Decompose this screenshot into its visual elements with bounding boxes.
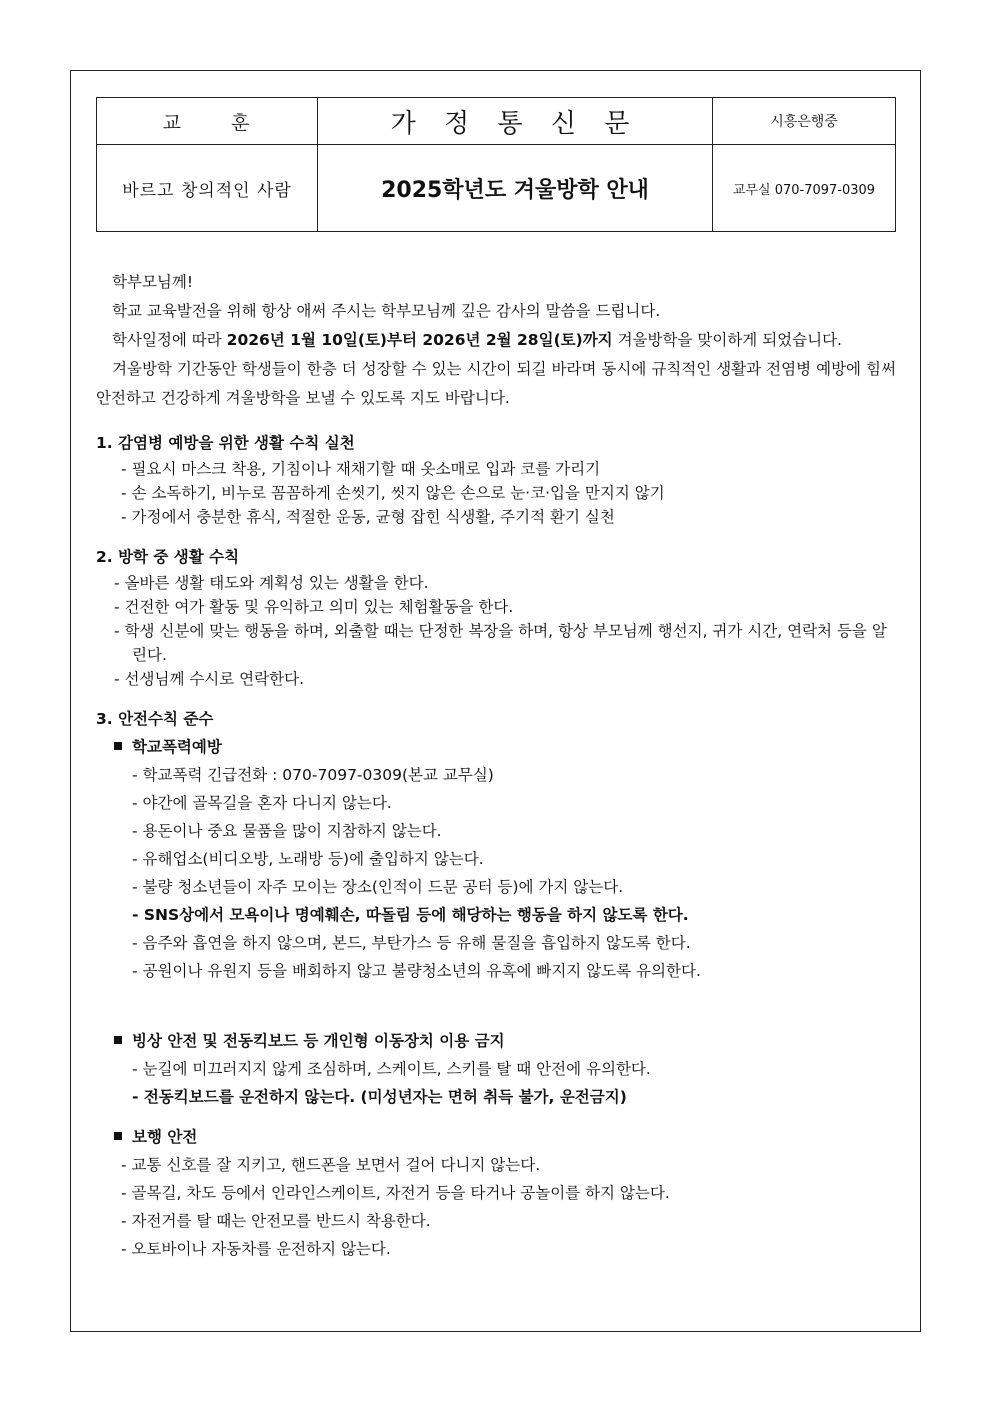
- bullet-square-icon: [114, 1036, 122, 1044]
- list-item: - 야간에 골목길을 혼자 다니지 않는다.: [132, 794, 392, 812]
- greeting: 학부모님께!: [112, 273, 194, 291]
- school-motto: 바르고 창의적인 사람: [97, 145, 318, 232]
- list-item: - 전동킥보드를 운전하지 않는다. (미성년자는 면허 취득 불가, 운전금지): [132, 1088, 627, 1106]
- list-item: - 교통 신호를 잘 지키고, 핸드폰을 보면서 걸어 다니지 않는다.: [121, 1156, 541, 1174]
- list-item: - 음주와 흡연을 하지 않으며, 본드, 부탄가스 등 유해 물질을 흡입하지 않도록 한다.: [132, 934, 691, 952]
- list-item: - 오토바이나 자동차를 운전하지 않는다.: [121, 1240, 391, 1258]
- section-3-title: 3. 안전수칙 준수: [96, 710, 214, 728]
- list-item: - SNS상에서 모욕이나 명예훼손, 따돌림 등에 해당하는 행동을 하지 않도록 한다.: [132, 906, 689, 924]
- subsection-ice-title: 빙상 안전 및 전동킥보드 등 개인형 이동장치 이용 금지: [96, 1027, 896, 1055]
- subsection-walk-title: 보행 안전: [96, 1123, 896, 1151]
- list-item: - 불량 청소년들이 자주 모이는 장소(인적이 드문 공터 등)에 가지 않는다.: [132, 878, 624, 896]
- section-2-title: 2. 방학 중 생활 수칙: [96, 548, 240, 566]
- intro-paragraph-3: 겨울방학 기간동안 학생들이 한층 더 성장할 수 있는 시간이 되길 바라며 동시에 규칙적인 생활과 전염병 예방에 힘써 안전하고 건강하게 겨울방학을 보낼 수 있도록 지도 바랍니다.: [96, 360, 896, 407]
- vacation-period: 2026년 1월 10일(토)부터 2026년 2월 28일(토)까지: [226, 331, 613, 349]
- bullet-square-icon: [114, 1132, 122, 1140]
- list-item: - 손 소독하기, 비누로 꼼꼼하게 손씻기, 씻지 않은 손으로 눈·코·입을 만지지 않기: [121, 484, 665, 502]
- document-body: [96, 268, 896, 1263]
- list-item: - 용돈이나 중요 물품을 많이 지참하지 않는다.: [132, 822, 442, 840]
- motto-label: 교 훈: [97, 98, 318, 145]
- intro-paragraph-2: 학사일정에 따라 2026년 1월 10일(토)부터 2026년 2월 28일(토)까지 겨울방학을 맞이하게 되었습니다.: [112, 331, 842, 349]
- list-item: - 올바른 생활 태도와 계획성 있는 생활을 한다.: [114, 574, 429, 592]
- subsection-violence-title: 학교폭력예방: [96, 733, 896, 761]
- intro-paragraph-1: 학교 교육발전을 위해 항상 애써 주시는 학부모님께 깊은 감사의 말씀을 드립니다.: [112, 302, 661, 320]
- list-item: - 공원이나 유원지 등을 배회하지 않고 불량청소년의 유혹에 빠지지 않도록 유의한다.: [132, 962, 701, 980]
- section-1-title: 1. 감염병 예방을 위한 생활 수칙 실천: [96, 434, 355, 452]
- doc-type-title: 가 정 통 신 문: [318, 98, 713, 145]
- list-item: - 눈길에 미끄러지지 않게 조심하며, 스케이트, 스키를 탈 때 안전에 유의한다.: [132, 1060, 651, 1078]
- list-item: - 학생 신분에 맞는 행동을 하며, 외출할 때는 단정한 복장을 하며, 항상 부모님께 행선지, 귀가 시간, 연락처 등을 알린다.: [114, 622, 887, 664]
- list-item: - 건전한 여가 활동 및 유익하고 의미 있는 체험활동을 한다.: [114, 598, 514, 616]
- list-item: - 가정에서 충분한 휴식, 적절한 운동, 균형 잡힌 식생활, 주기적 환기 실천: [121, 508, 615, 526]
- page-title: 2025학년도 겨울방학 안내: [318, 145, 713, 232]
- bullet-square-icon: [114, 742, 122, 750]
- header-table: [96, 97, 896, 232]
- list-item: - 골목길, 차도 등에서 인라인스케이트, 자전거 등을 타거나 공놀이를 하지 않는다.: [121, 1184, 670, 1202]
- list-item: - 학교폭력 긴급전화 : 070-7097-0309(본교 교무실): [132, 766, 494, 784]
- list-item: - 선생님께 수시로 연락한다.: [114, 670, 305, 688]
- list-item: - 자전거를 탈 때는 안전모를 반드시 착용한다.: [121, 1212, 431, 1230]
- contact-phone: 교무실 070-7097-0309: [713, 145, 896, 232]
- list-item: - 필요시 마스크 착용, 기침이나 재채기할 때 옷소매로 입과 코를 가리기: [121, 460, 601, 478]
- school-name: 시흥은행중: [713, 98, 896, 145]
- list-item: - 유해업소(비디오방, 노래방 등)에 출입하지 않는다.: [132, 850, 484, 868]
